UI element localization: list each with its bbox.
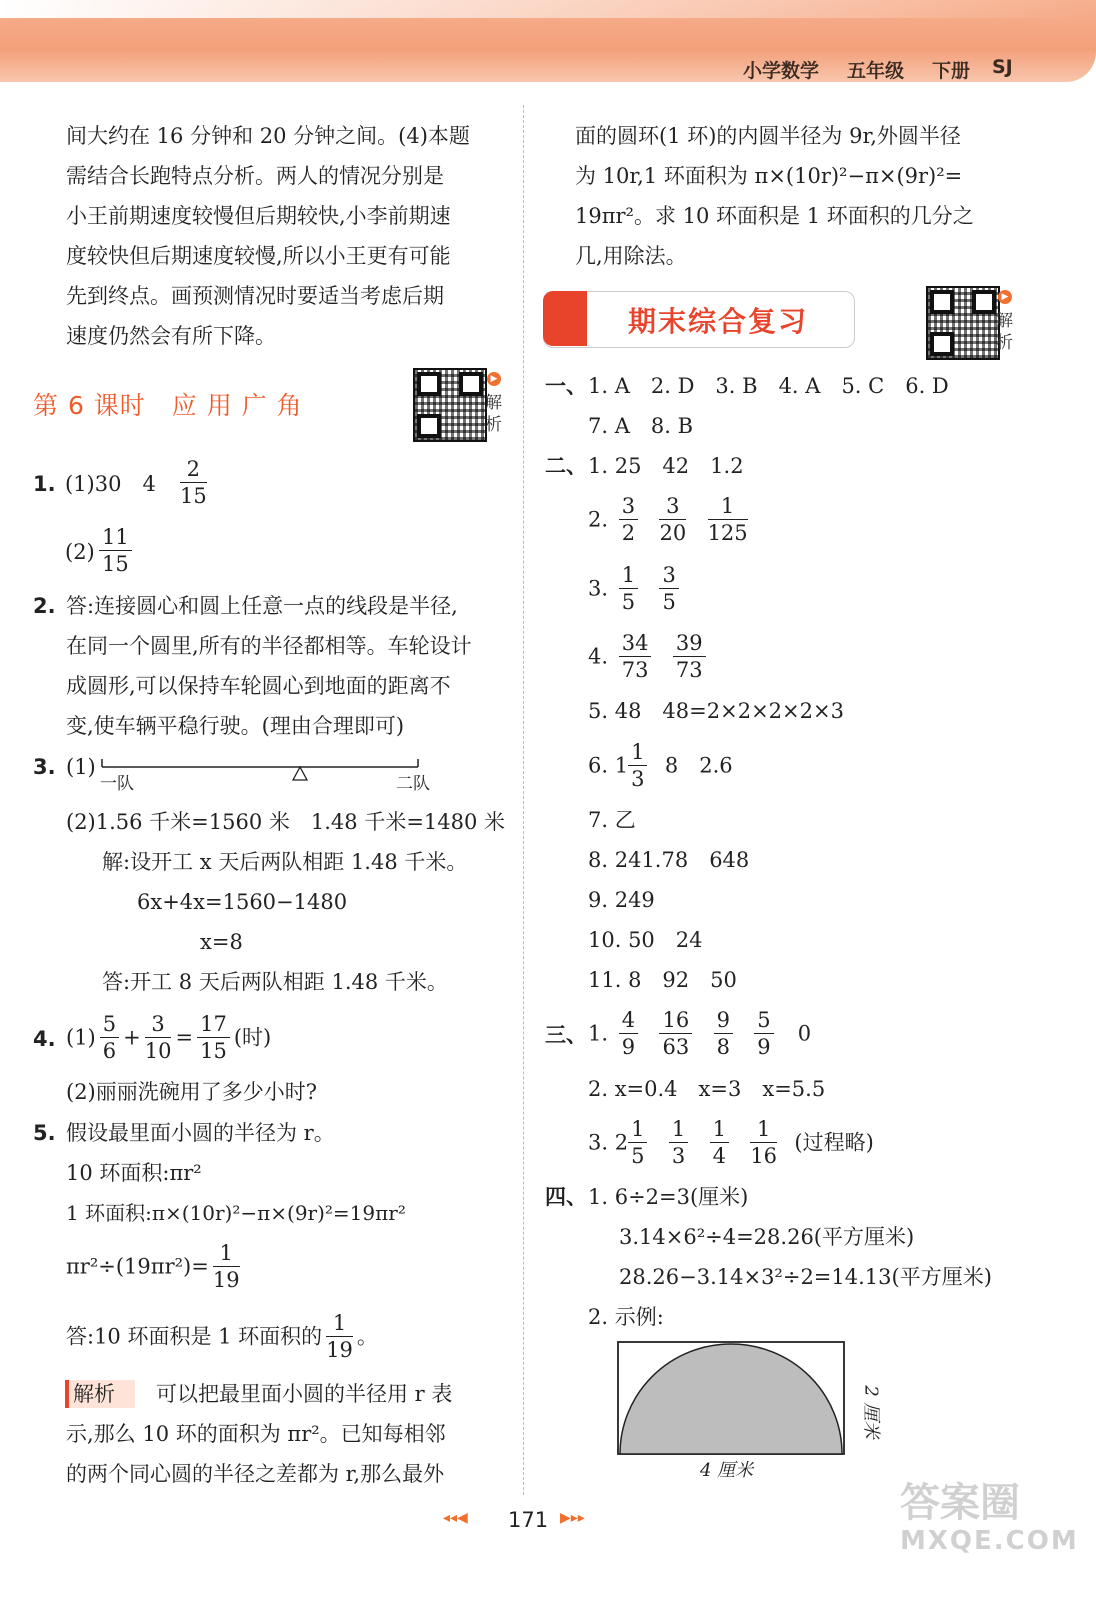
semicircle-diagram [612,1338,852,1463]
text-line: 小王前期速度较慢但后期较快,小李前期速 [66,204,451,228]
prev-arrows-icon: ◂◂◀ [443,1510,468,1526]
header-volume: 下册 [932,60,971,82]
qr-code-icon[interactable] [413,368,487,442]
qr-code-icon[interactable] [926,286,1000,360]
fraction: $\frac{5}{6}$ [100,1011,119,1064]
answer-row: 2. x=0.4 x=3 x=5.5 [588,1077,826,1101]
answer-text: (1)30 4 [65,472,156,496]
number-line-diagram [98,755,428,785]
text-line: 在同一个圆里,所有的半径都相等。车轮设计 [66,634,472,658]
fraction: $\frac{11}{15}$ [99,524,132,577]
lesson-title: 第 6 课时 应 用 广 角 [33,391,303,420]
text-line: 解:设开工 x 天后两队相距 1.48 千米。 [102,850,468,874]
text-line: 答:连接圆心和圆上任意一点的线段是半径, [66,594,458,618]
fraction: $\frac{3}{10}$ [144,1012,172,1063]
qr-label: 析 [485,415,502,435]
answer-row: 7. A 8. B [588,414,694,438]
text-line: 度较快但后期速度较慢,所以小王更有可能 [66,244,451,268]
analysis-tag: 解析 [65,1380,135,1408]
text-line: 几,用除法。 [575,244,687,268]
text-line: (2)丽丽洗碗用了多少小时? [66,1080,318,1104]
text-line: 间大约在 16 分钟和 20 分钟之间。(4)本题 [66,124,470,148]
text-line: 示,那么 10 环的面积为 πr²。已知每相邻 [66,1422,446,1446]
fraction: $\frac{1}{19}$ [212,1241,240,1292]
text-line: 假设最里面小圆的半径为 r。 [66,1121,335,1145]
question-number: 1. [33,472,56,496]
qr-label: 析 [996,333,1013,353]
answer-row: 8. 241.78 648 [588,848,750,872]
answer-row: 10. 50 24 [588,928,703,952]
header-edition: SJ [992,56,1013,78]
text-line: 为 10r,1 环面积为 π×(10r)²−π×(9r)²= [575,164,963,188]
text-line: 先到终点。画预测情况时要适当考虑后期 [66,284,444,308]
header-subject: 小学数学 [743,60,820,82]
qr-label: 解 [485,393,502,413]
question-number: 5. [33,1121,56,1145]
fraction: $\frac{17}{15}$ [197,1011,230,1064]
equation: 1 环面积:π×(10r)²−π×(9r)²=19πr² [66,1201,406,1225]
answer-row: 2. 示例: [588,1305,664,1329]
answer-row: 7. 乙 [588,808,636,832]
width-label: 4 厘米 [700,1460,754,1481]
answer-row: 1. 25 42 1.2 [588,454,744,478]
answer-row: 1. A 2. D 3. B 4. A 5. C 6. D [588,374,949,398]
text-line: 10 环面积:πr² [66,1161,202,1185]
header-grade: 五年级 [847,60,905,82]
text-line: 19πr²。求 10 环面积是 1 环面积的几分之 [575,204,974,228]
text-line: 变,使车辆平稳行驶。(理由合理即可) [66,714,405,738]
answer-row: 3.14×6²÷4=28.26(平方厘米) [619,1225,915,1249]
text-line: 成圆形,可以保持车轮圆心到地面的距离不 [66,674,451,698]
answer-text: (1) [66,755,96,779]
text-line: 需结合长跑特点分析。两人的情况分别是 [66,164,444,188]
text-line: 面的圆环(1 环)的内圆半径为 9r,外圆半径 [575,124,961,148]
section-label: 二、 [545,454,587,478]
section-label: 三、 [545,1023,587,1047]
question-number: 4. [33,1027,56,1051]
text-line: 答:开工 8 天后两队相距 1.48 千米。 [102,970,448,994]
equation: x=8 [200,930,243,954]
question-number: 3. [33,755,56,779]
answer-row: 1. 6÷2=3(厘米) [588,1185,749,1209]
answer-row: 11. 8 92 50 [588,968,737,992]
review-title: 期末综合复习 [628,305,809,338]
answer-text: (2) [65,540,95,564]
answer-row: 28.26−3.14×3²÷2=14.13(平方厘米) [619,1265,992,1289]
section-label: 四、 [545,1185,587,1209]
column-divider [523,105,524,1495]
play-icon[interactable]: ▶ [998,290,1012,304]
watermark-logo: 答案圈 MXQE.COM [900,1480,1079,1556]
qr-label: 解 [996,311,1013,331]
team1-label: 一队 [100,774,134,794]
answer-row: 9. 249 [588,888,655,912]
next-arrows-icon: ▶▸▸ [560,1510,585,1526]
fraction: $\frac{1}{19}$ [326,1311,353,1362]
answer-row: 5. 48 48=2×2×2×2×3 [588,699,844,723]
text-line: (2)1.56 千米=1560 米 1.48 千米=1480 米 [66,810,506,834]
fraction: $\frac{2}{15}$ [180,457,207,508]
equation: 6x+4x=1560−1480 [137,890,348,914]
text-line: 可以把最里面小圆的半径用 r 表 [156,1382,453,1406]
text-line: 速度仍然会有所下降。 [66,324,276,348]
height-label: 2 厘米 [860,1385,882,1439]
page-number: 171 [508,1508,549,1532]
team2-label: 二队 [396,774,430,794]
section-label: 一、 [545,374,587,398]
play-icon[interactable]: ▶ [487,372,501,386]
question-number: 2. [33,594,56,618]
text-line: 的两个同心圆的半径之差都为 r,那么最外 [66,1462,445,1486]
